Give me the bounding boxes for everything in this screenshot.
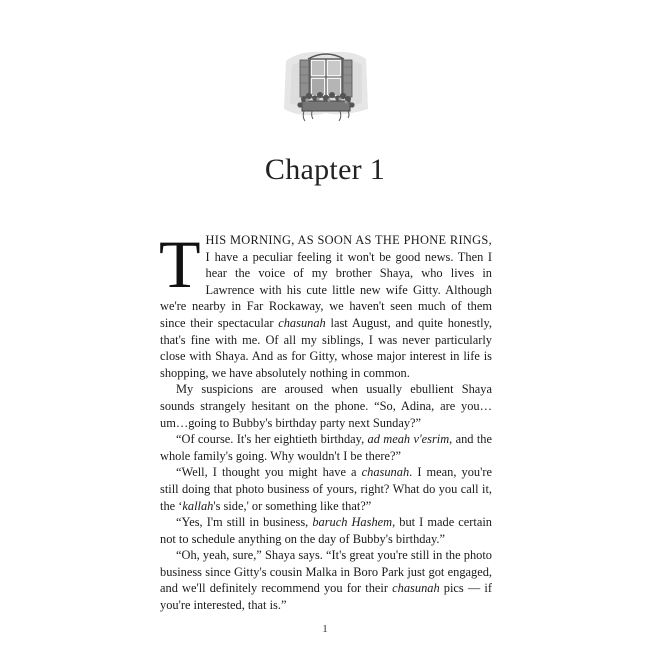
paragraph-text: pics — if you're interested, that is.” xyxy=(160,581,492,613)
page-number: 1 xyxy=(322,623,328,635)
paragraph-text: “Oh, yeah, sure,” Shaya says. “It's great you're still in the photo business since Gitty's cousin Malka in Boro Park just got engaged, and we'll definitely recommend you for their xyxy=(160,548,492,596)
paragraph xyxy=(159,226,492,381)
chapter-title: Chapter 1 xyxy=(264,153,386,187)
italic-term: ad meah v'esrim xyxy=(367,432,450,447)
opening-small-caps: HIS MORNING, AS SOON AS THE PHONE RINGS, I xyxy=(205,233,492,264)
italic-term: baruch Hashem xyxy=(312,515,393,530)
paragraph-text: . I mean, you're still doing that photo business of yours, right? What do you call it, the ‘ xyxy=(160,465,492,513)
paragraph-text: “Well, I thought you might have a xyxy=(176,465,362,480)
italic-term: chasunah xyxy=(392,581,440,596)
paragraph: My suspicions are aroused when usually ebullient Shaya sounds strangely hesitant on the phone. “So, Adina, are you…um…going to Bubby's birthday party next Sunday?” xyxy=(160,382,492,430)
italic-term: chasunah xyxy=(361,465,410,480)
paragraph-text: , but I made certain not to schedule anything on the day of Bubby's birthday.” xyxy=(160,515,492,546)
italic-term: kallah xyxy=(182,498,214,513)
paragraph-text: “Yes, I'm still in business, xyxy=(176,515,313,530)
paragraph xyxy=(160,431,492,464)
paragraph-text: “Of course. It's her eightieth birthday, xyxy=(176,432,368,447)
paragraph-text: , and the whole family's going. Why wouldn't I be there?” xyxy=(160,432,492,463)
paragraph xyxy=(160,464,492,514)
drop-cap: T xyxy=(159,226,201,302)
paragraph-text: 's side,' or something like that?” xyxy=(213,498,372,513)
italic-term: chasunah xyxy=(278,315,326,330)
paragraph-text: last August, and quite honestly, that's fine with me. Of all my siblings, I was never particularly close with Shaya. And as for Gitty, whose major interest in life is shopping, we have absolutely nothing in common. xyxy=(160,315,492,380)
window-flowerbox-icon xyxy=(282,47,370,125)
chapter-body xyxy=(159,226,492,614)
paragraph xyxy=(160,547,492,613)
paragraph xyxy=(160,514,492,547)
paragraph-text: have a peculiar feeling it won't be good news. Then I hear the voice of my brother Shaya, who lives in Lawrence with his cute little new wife Gitty. Although we're nearby in Far Rockaway, we haven't seen much of them since their spectacular xyxy=(160,249,492,330)
